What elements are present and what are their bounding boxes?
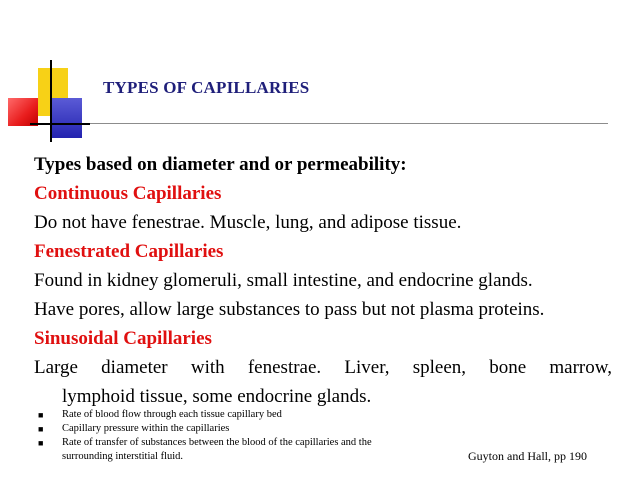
square-bullet-icon: ■ (38, 410, 44, 420)
bullet-text: Capillary pressure within the capillaries (62, 423, 230, 434)
square-bullet-icon: ■ (38, 424, 44, 434)
bullet-text: Rate of transfer of substances between the blood of the capillaries and the (62, 437, 372, 448)
square-bullet-icon: ■ (38, 438, 44, 448)
bullet-text: Rate of blood flow through each tissue capillary bed (62, 409, 282, 420)
section-text-sinusoidal-2: lymphoid tissue, some endocrine glands. (62, 386, 372, 407)
section-text-fenestrated-2: Have pores, allow large substances to pass but not plasma proteins. (34, 299, 545, 320)
section-name-sinusoidal: Sinusoidal Capillaries (34, 328, 212, 349)
section-text-sinusoidal-1: Large diameter with fenestrae. Liver, spleen, bone marrow, (34, 357, 612, 378)
red-square (8, 98, 38, 126)
reference-citation: Guyton and Hall, pp 190 (468, 449, 587, 463)
section-text-fenestrated-1: Found in kidney glomeruli, small intestine, and endocrine glands. (34, 270, 533, 291)
section-text-continuous: Do not have fenestrae. Muscle, lung, and adipose tissue. (34, 212, 462, 233)
title-underline-accent (30, 123, 90, 125)
blue-square (52, 98, 82, 138)
vertical-rule (50, 60, 52, 142)
section-heading: Types based on diameter and or permeability: (34, 154, 407, 175)
bullet-continuation: surrounding interstitial fluid. (62, 451, 184, 462)
section-name-continuous: Continuous Capillaries (34, 183, 222, 204)
slide-body (34, 150, 614, 411)
title-underline (30, 123, 608, 124)
section-name-fenestrated: Fenestrated Capillaries (34, 241, 224, 262)
list-item (38, 436, 458, 450)
bullet-list (38, 408, 458, 464)
slide-title: TYPES OF CAPILLARIES (103, 78, 310, 97)
list-item (38, 422, 458, 436)
slide-logo-decoration (0, 0, 90, 140)
list-item (38, 408, 458, 422)
